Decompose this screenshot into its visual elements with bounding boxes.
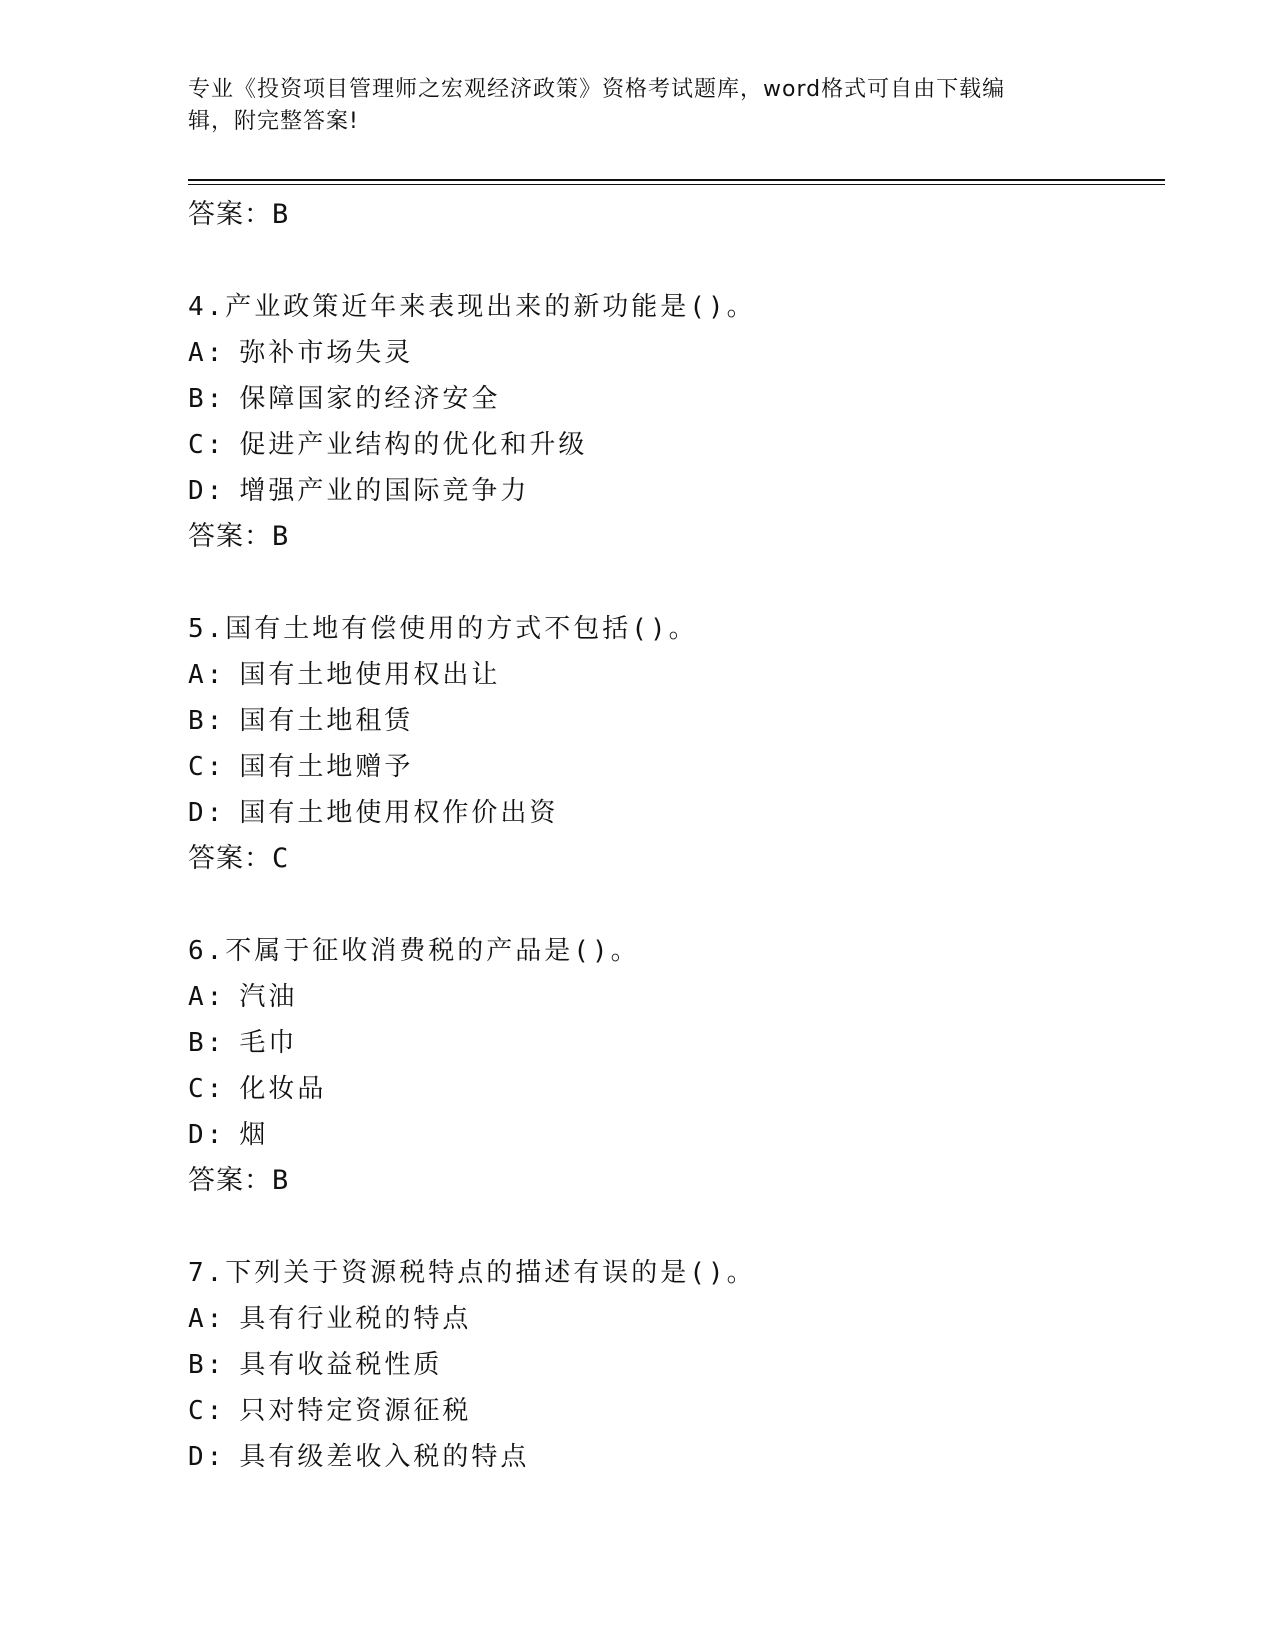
option-a [188,330,1168,376]
header-line-1: 专业《投资项目管理师之宏观经济政策》资格考试题库，word格式可自由下载编 [188,77,1006,102]
answer-value: B [272,521,290,552]
question-item [188,928,1168,1204]
header-divider-thin [188,184,1165,185]
option-text: 只对特定资源征税 [239,1396,472,1426]
answer-line [188,514,1168,560]
document-header [188,74,1088,138]
option-text: 弥补市场失灵 [239,338,414,368]
option-text: 国有土地使用权作价出资 [239,798,559,828]
option-b [188,1020,1168,1066]
option-a [188,652,1168,698]
option-text: 烟 [239,1120,269,1150]
option-c [188,1388,1168,1434]
answer-value: B [272,199,290,230]
option-text: 具有行业税的特点 [239,1304,472,1334]
option-text: 国有土地使用权出让 [239,660,501,690]
option-letter: A: [188,1304,226,1334]
option-letter: D: [188,476,226,506]
option-text: 促进产业结构的优化和升级 [239,430,588,460]
option-c [188,744,1168,790]
header-line-2: 辑，附完整答案! [188,109,359,134]
question-stem: 4.产业政策近年来表现出来的新功能是()。 [188,292,756,322]
option-c [188,1066,1168,1112]
answer-label: 答案： [188,199,272,230]
option-text: 国有土地租赁 [239,706,414,736]
option-b [188,1342,1168,1388]
option-b [188,376,1168,422]
question-item [188,284,1168,560]
answer-line [188,1158,1168,1204]
option-text: 具有收益税性质 [239,1350,443,1380]
answer-value: B [272,1165,290,1196]
option-c [188,422,1168,468]
answer-value: C [272,843,290,874]
answer-line [188,836,1168,882]
option-letter: D: [188,1120,226,1150]
option-letter: D: [188,798,226,828]
answer-line [188,192,1168,238]
question-item [188,606,1168,882]
option-a [188,1296,1168,1342]
option-text: 具有级差收入税的特点 [239,1442,530,1472]
option-letter: B: [188,1350,226,1380]
option-letter: A: [188,660,226,690]
option-a [188,974,1168,1020]
answer-label: 答案： [188,1165,272,1196]
option-letter: C: [188,1074,226,1104]
option-letter: C: [188,752,226,782]
option-letter: B: [188,706,226,736]
option-letter: B: [188,1028,226,1058]
option-text: 国有土地赠予 [239,752,414,782]
answer-label: 答案： [188,843,272,874]
option-text: 毛巾 [239,1028,298,1058]
question-stem: 5.国有土地有偿使用的方式不包括()。 [188,614,698,644]
question-list [188,192,1168,1480]
option-text: 保障国家的经济安全 [239,384,501,414]
option-d [188,1434,1168,1480]
option-d [188,468,1168,514]
option-d [188,1112,1168,1158]
question-stem: 6.不属于征收消费税的产品是()。 [188,936,640,966]
option-letter: C: [188,430,226,460]
option-b [188,698,1168,744]
option-letter: B: [188,384,226,414]
option-text: 增强产业的国际竞争力 [239,476,530,506]
question-item [188,1250,1168,1480]
option-text: 汽油 [239,982,298,1012]
option-text: 化妆品 [239,1074,327,1104]
header-divider-thick [188,179,1165,181]
option-d [188,790,1168,836]
option-letter: A: [188,982,226,1012]
question-stem: 7.下列关于资源税特点的描述有误的是()。 [188,1258,756,1288]
answer-label: 答案： [188,521,272,552]
option-letter: C: [188,1396,226,1426]
option-letter: A: [188,338,226,368]
option-letter: D: [188,1442,226,1472]
